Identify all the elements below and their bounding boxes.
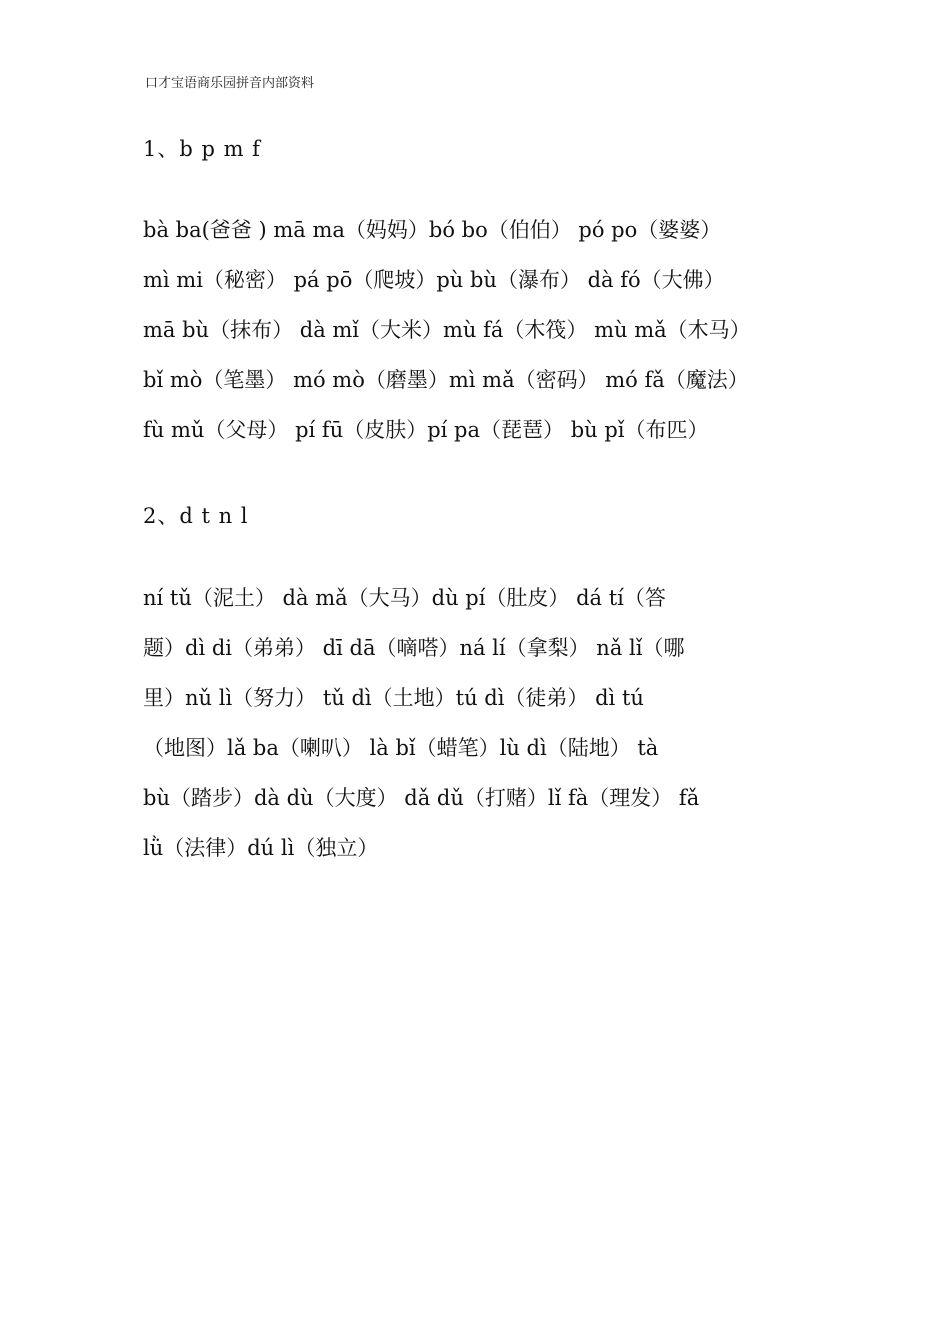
section-1-line-4: bǐ mò（笔墨） mó mò（磨墨）mì mǎ（密码） mó fǎ（魔法） xyxy=(143,368,749,392)
section-1-title: 1、b p m f xyxy=(143,137,261,161)
section-1-line-2: mì mi（秘密） pá pō（爬坡）pù bù（瀑布） dà fó（大佛） xyxy=(143,268,725,292)
section-2-title: 2、d t n l xyxy=(143,504,249,528)
section-2-line-3: 里）nǔ lì（努力） tǔ dì（土地）tú dì（徒弟） dì tú xyxy=(143,686,644,710)
section-1-line-5: fù mǔ（父母） pí fū（皮肤）pí pa（琵琶） bù pǐ（布匹） xyxy=(143,418,709,442)
section-1-line-3: mā bù（抹布） dà mǐ（大米）mù fá（木筏） mù mǎ（木马） xyxy=(143,318,751,342)
header-note: 口才宝语商乐园拼音内部资料 xyxy=(145,76,315,91)
section-2-line-4: （地图）lǎ ba（喇叭） là bǐ（蜡笔）lù dì（陆地） tà xyxy=(143,736,659,760)
section-1-line-1: bà ba(爸爸 ) mā ma（妈妈）bó bo（伯伯） pó po（婆婆） xyxy=(143,218,722,242)
section-2-line-5: bù（踏步）dà dù（大度） dǎ dǔ（打赌）lǐ fà（理发） fǎ xyxy=(143,786,700,810)
section-2-line-2: 题）dì di（弟弟） dī dā（嘀嗒）ná lí（拿梨） nǎ lǐ（哪 xyxy=(143,636,685,660)
section-2-line-6: lǜ（法律）dú lì（独立） xyxy=(143,836,379,860)
section-2-line-1: ní tǔ（泥土） dà mǎ（大马）dù pí（肚皮） dá tí（答 xyxy=(143,586,666,610)
